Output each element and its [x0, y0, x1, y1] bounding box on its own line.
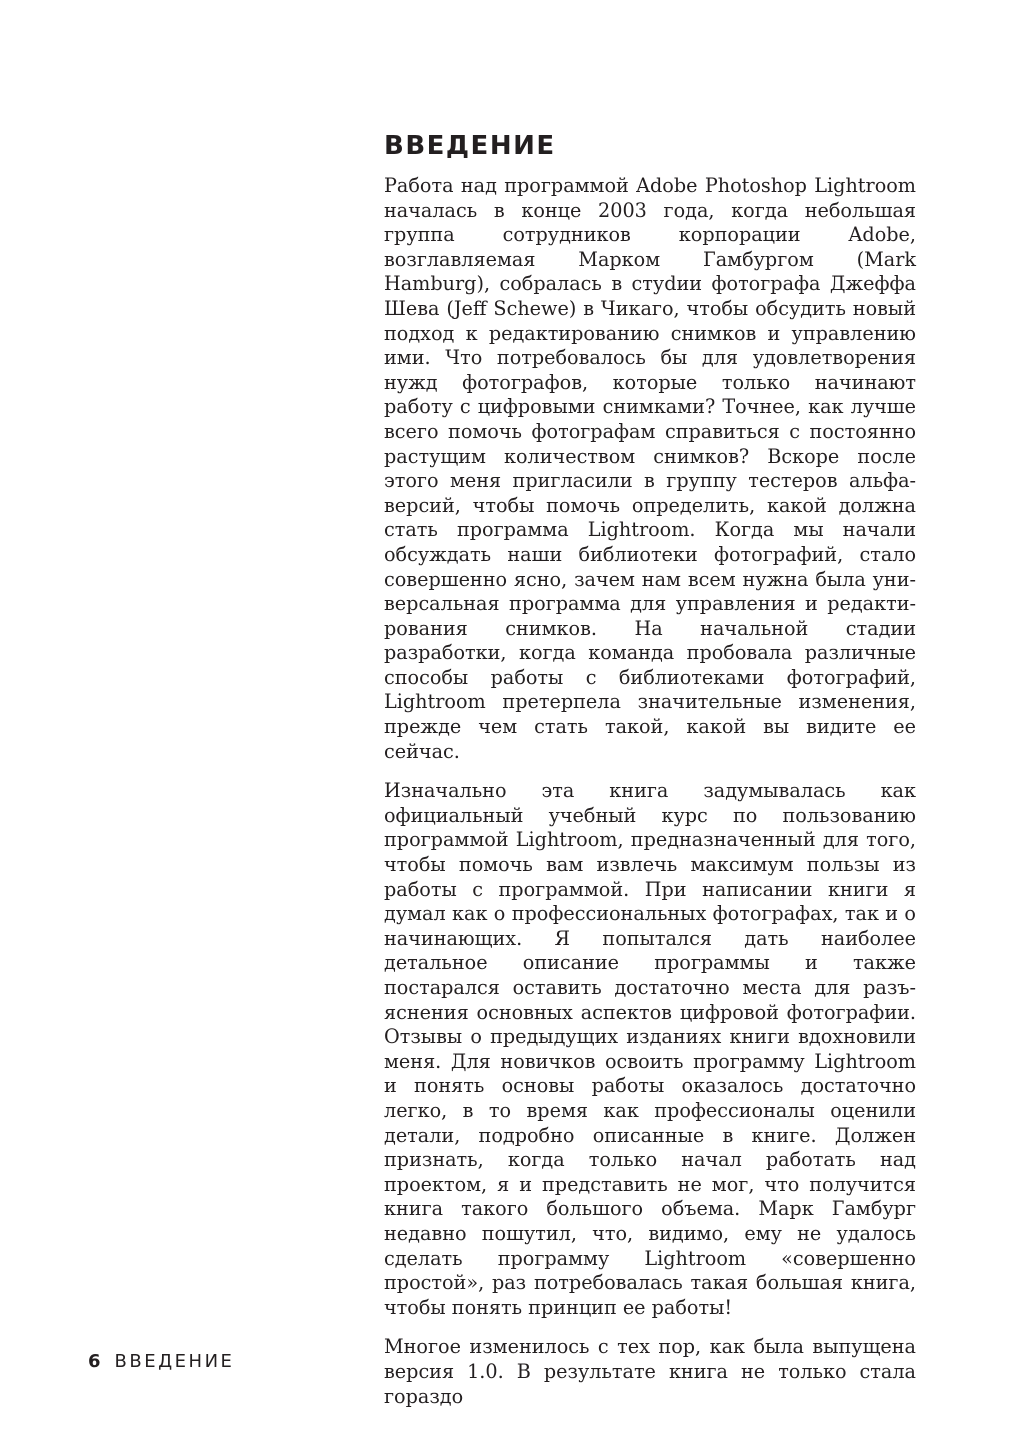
running-head: ВВЕДЕНИЕ [114, 1351, 235, 1372]
page-number: 6 [88, 1351, 101, 1372]
paragraph-1: Работа над программой Adobe Photoshop Lightroom началась в конце 2003 года, когда небольшая группа сотрудников корпорации Adobe, возглавляемая Марком Гамбургом (Mark Hamburg), собралась в стуdии фотографа Джеффа Шева (Jeff Schewe) в Чикаго, чтобы обсудить новый подход к редактированию снимков и управлению ими. Что потребовалось бы для удовлетворения нужд фотографов, которые только начинают работу с цифровыми снимками? Точнее, как лучше всего помочь фотографам справиться с постоянно растущим количеством снимков? Вскоре после этого меня пригласили в группу тестеров альфа-версий, чтобы помочь определить, какой должна стать программа Lightroom. Когда мы начали обсуждать наши библиотеки фотографий, стало совершенно ясно, зачем нам всем нужна была универсальная программа для управления и редактирования снимков. На начальной стадии разработки, когда команда пробовала различные способы работы с библиотеками фотографий, Lightroom претерпела значительные изменения, прежде чем стать такой, какой вы видите ее сейчас. [384, 174, 916, 763]
chapter-title: ВВЕДЕНИЕ [384, 131, 556, 161]
text-column [384, 128, 916, 1424]
paragraph-3: Многое изменилось с тех пор, как была выпущена версия 1.0. В результате книга не только стала гораздо [384, 1335, 916, 1408]
paragraph-2: Изначально эта книга задумывалась как официальный учебный курс по пользованию программой Lightroom, предназначенный для того, чтобы помочь вам извлечь максимум пользы из работы с программой. При написании книги я думал как о профессиональных фотографах, так и о начинающих. Я попытался дать наиболее детальное описание программы и также постарался оставить достаточно места для разъяснения основных аспектов цифровой фотографии. Отзывы о предыдущих изданиях книги вдохновили меня. Для новичков освоить программу Lightroom и понять основы работы оказалось достаточно легко, в то время как профессионалы оценили детали, подробно описанные в книге. Должен признать, когда только начал работать над проектом, я и представить не мог, что получится книга такого большого объема. Марк Гамбург недавно пошутил, что, видимо, ему не удалось сделать программу Lightroom «совершенно простой», раз потребовалась такая большая книга, чтобы понять принцип ее работы! [384, 779, 916, 1319]
page-footer [88, 1351, 234, 1373]
